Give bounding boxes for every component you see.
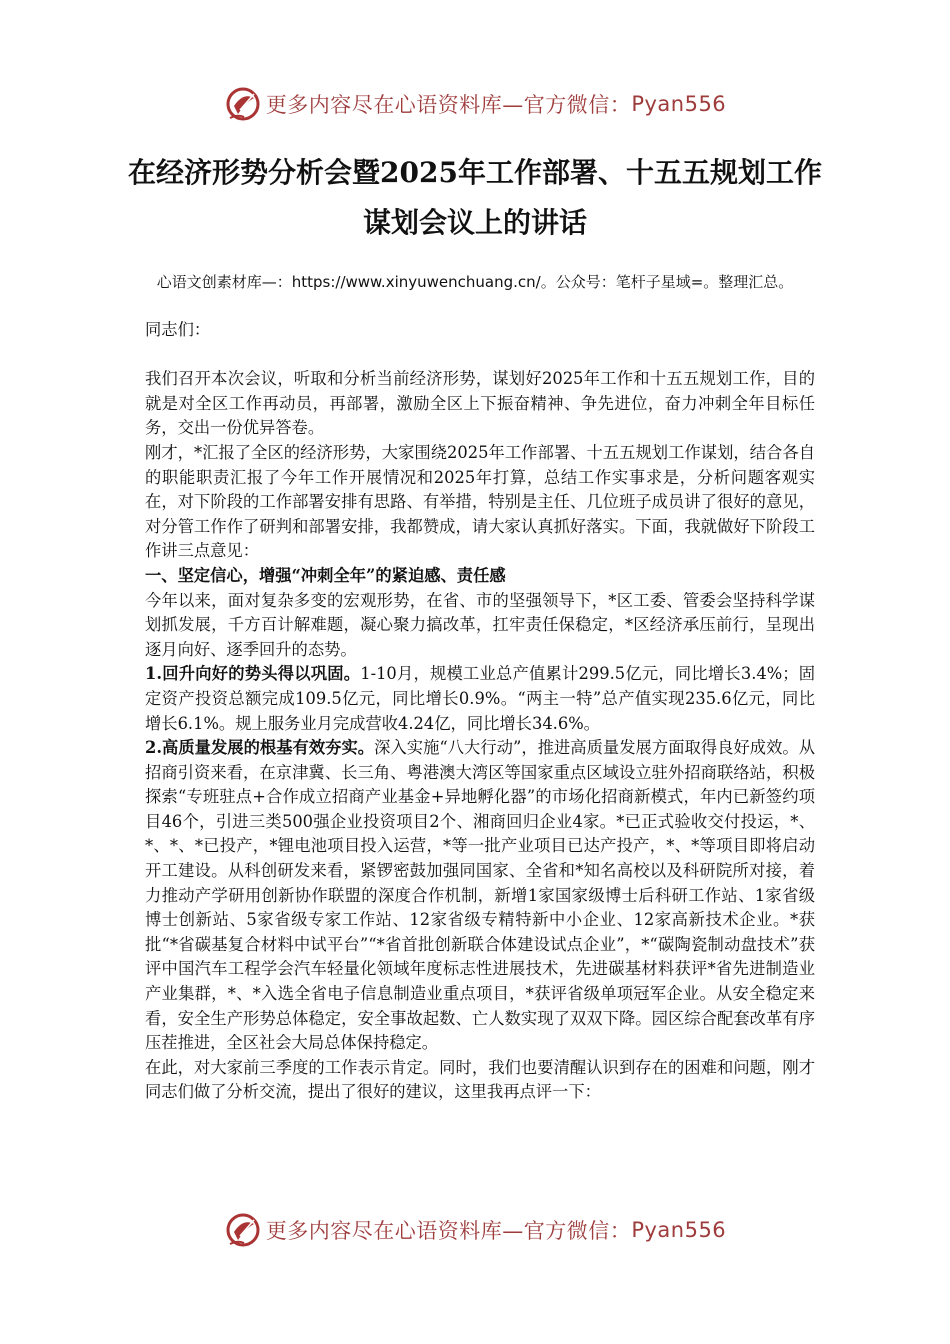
paragraph-1: 我们召开本次会议，听取和分析当前经济形势，谋划好2025年工作和十五五规划工作，目的就是对全区工作再动员，再部署，激励全区上下振奋精神、争先进位，奋力冲刺全年目标任务，交出一份优异答卷。	[145, 369, 815, 438]
paragraph-4-lead: 1.回升向好的势头得以巩固。	[145, 664, 361, 684]
paragraph-5-lead: 2.高质量发展的根基有效夯实。	[145, 738, 375, 758]
section-heading-1: 一、坚定信心，增强“冲刺全年”的紧迫感、责任感	[145, 565, 506, 585]
xinyu-logo-icon	[224, 84, 264, 124]
banner-text: 更多内容尽在心语资料库—官方微信：	[265, 93, 632, 117]
header-banner	[0, 84, 950, 124]
banner-text: 更多内容尽在心语资料库—官方微信：	[265, 1219, 632, 1243]
paragraph-3: 今年以来，面对复杂多变的宏观形势，在省、市的坚强领导下，*区工委、管委会坚持科学谋划抓发展，千方百计解难题，凝心聚力搞改革，扛牢责任保稳定，*区经济承压前行，呈现出逐月向好、逐季回升的态势。	[145, 590, 815, 659]
document-body	[145, 318, 815, 1105]
paragraph-6: 在此，对大家前三季度的工作表示肯定。同时，我们也要清醒认识到存在的困难和问题，刚才同志们做了分析交流，提出了很好的建议，这里我再点评一下：	[145, 1057, 815, 1102]
banner-wechat-id: Pyan556	[631, 1218, 727, 1242]
footer-banner	[0, 1210, 950, 1250]
paragraph-4-text: 1-10月，规模工业总产值累计299.5亿元，同比增长3.4%；固定资产投资总额完成109.5亿元，同比增长0.9%。“两主一特”总产值实现235.6亿元，同比增长6.1%。规上服务业月完成营收4.24亿，同比增长34.6%。	[145, 664, 815, 733]
paragraph-5-text: 深入实施“八大行动”，推进高质量发展方面取得良好成效。从招商引资来看，在京津冀、长三角、粤港澳大湾区等国家重点区域设立驻外招商联络站，积极探索“专班驻点+合作成立招商产业基金+异地孵化器”的市场化招商新模式，年内已新签约项目46个，引进三类500强企业投资项目2个、湘商回归企业4家。*已正式验收交付投运，*、*、*、*已投产，*锂电池项目投入运营，*等一批产业项目已达产投产，*、*等项目即将启动开工建设。从科创研发来看，紧锣密鼓加强同国家、全省和*知名高校以及科研院所对接，着力推动产学研用创新协作联盟的深度合作机制，新增1家国家级博士后科研工作站、1家省级博士创新站、5家省级专家工作站、12家省级专精特新中小企业、12家高新技术企业。*获批“*省碳基复合材料中试平台”“*省首批创新联合体建设试点企业”，*“碳陶瓷制动盘技术”获评中国汽车工程学会汽车轻量化领域年度标志性进展技术，先进碳基材料获评*省先进制造业产业集群，*、*入选全省电子信息制造业重点项目，*获评省级单项冠军企业。从安全稳定来看，安全生产形势总体稳定，安全事故起数、亡人数实现了双双下降。园区综合配套改革有序压茬推进，全区社会大局总体保持稳定。	[145, 738, 815, 1053]
document-title: 在经济形势分析会暨2025年工作部署、十五五规划工作谋划会议上的讲话	[128, 156, 822, 239]
paragraph-4	[145, 662, 815, 736]
xinyu-logo-icon	[224, 1210, 264, 1250]
paragraph-2: 刚才，*汇报了全区的经济形势，大家围绕2025年工作部署、十五五规划工作谋划，结合各自的职能职责汇报了今年工作开展情况和2025年打算，总结工作实事求是，分析问题客观实在，对下阶段的工作部署安排有思路、有举措，特别是主任、几位班子成员讲了很好的意见，对分管工作作了研判和部署安排，我都赞成，请大家认真抓好落实。下面，我就做好下阶段工作讲三点意见：	[145, 442, 815, 561]
paragraph-5	[145, 736, 815, 1056]
banner-wechat-id: Pyan556	[631, 92, 727, 116]
source-note: 心语文创素材库—：https://www.xinyuwenchuang.cn/。公众号：笔杆子星域=。整理汇总。	[156, 273, 794, 291]
salutation: 同志们：	[145, 320, 211, 339]
